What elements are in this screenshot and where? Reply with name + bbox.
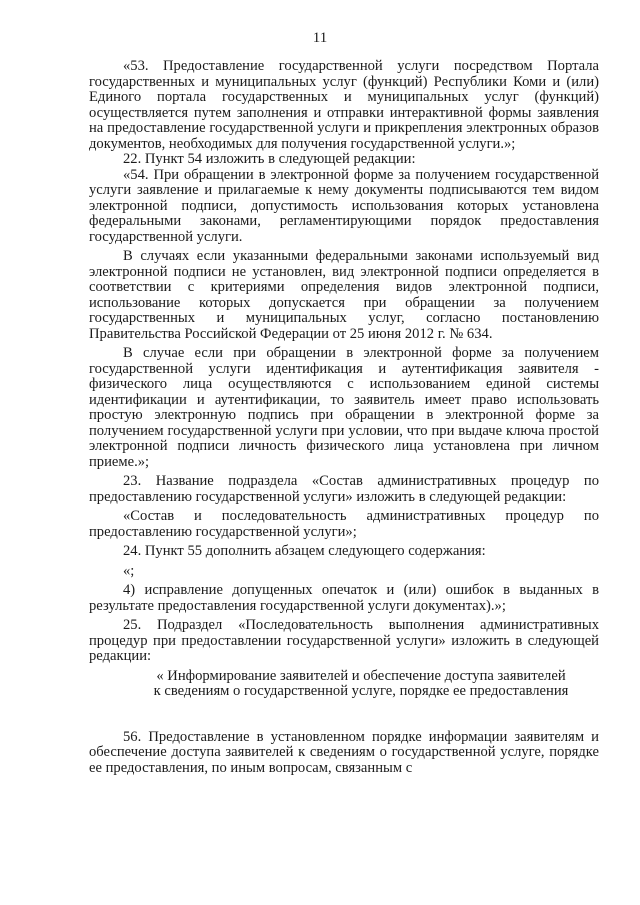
paragraph-subsection-title: «Состав и последовательность административных процедур по предоставлению государственной услуги»; bbox=[89, 508, 599, 540]
paragraph-quote-open: «; bbox=[123, 562, 135, 579]
section-heading-line-1: « Информирование заявителей и обеспечение доступа заявителей bbox=[156, 667, 566, 684]
paragraph-signature-type: В случаях если указанными федеральными законами используемый вид электронной подписи не установлен, вид электронной подписи определяется в соответствии с критериями определения видов электронной подписи, использование которых допускается при обращении за получением государственных и муниципальных услуг, согласно постановлению Правительства Российской Федерации от 25 июня 2012 г. № 634. bbox=[89, 248, 599, 342]
paragraph-item-23: 23. Название подраздела «Состав административных процедур по предоставлению государственной услуги» изложить в следующей редакции: bbox=[89, 473, 599, 505]
section-heading-line-2: к сведениям о государственной услуге, порядке ее предоставления bbox=[153, 683, 569, 699]
paragraph-53: «53. Предоставление государственной услуги посредством Портала государственных и муниципальных услуг (функций) Республики Коми и (или) Единого портала государственных и муниципальных услуг (функций) осуществляется путем заполнения и отправки интерактивной формы заявления на предоставление государственной услуги и прикрепления электронных образов документов, необходимых для получения государственной услуги.»; bbox=[89, 58, 599, 152]
document-body bbox=[89, 59, 599, 776]
section-heading bbox=[89, 669, 599, 700]
paragraph-simple-signature: В случае если при обращении в электронной форме за получением государственной услуги идентификация и аутентификация заявителя - физического лица осуществляются с использованием единой системы идентификации и аутентификации, то заявитель имеет право использовать простую электронную подпись при обращении в электронной форме за получением государственной услуги при условии, что при выдаче ключа простой электронной подписи личность физического лица установлена при личном приеме.»; bbox=[89, 345, 599, 470]
page-number: 11 bbox=[312, 30, 328, 46]
paragraph-subitem-4: 4) исправление допущенных опечаток и (или) ошибок в выданных в результате предоставления государственной услуги документах).»; bbox=[89, 582, 599, 614]
paragraph-item-25: 25. Подраздел «Последовательность выполнения административных процедур при предоставлении государственной услуги» изложить в следующей редакции: bbox=[89, 617, 599, 664]
paragraph-item-22: 22. Пункт 54 изложить в следующей редакции: bbox=[123, 151, 416, 167]
paragraph-item-24: 24. Пункт 55 дополнить абзацем следующего содержания: bbox=[123, 543, 486, 559]
paragraph-54: «54. При обращении в электронной форме за получением государственной услуги заявление и прилагаемые к нему документы подписываются тем видом электронной подписи, допустимость использования которых установлена федеральными законами, регламентирующими порядок предоставления государственной услуги. bbox=[89, 166, 599, 245]
paragraph-56: 56. Предоставление в установленном порядке информации заявителям и обеспечение доступа заявителей к сведениям о государственной услуге, порядке ее предоставления, по иным вопросам, связанным с bbox=[89, 728, 599, 776]
